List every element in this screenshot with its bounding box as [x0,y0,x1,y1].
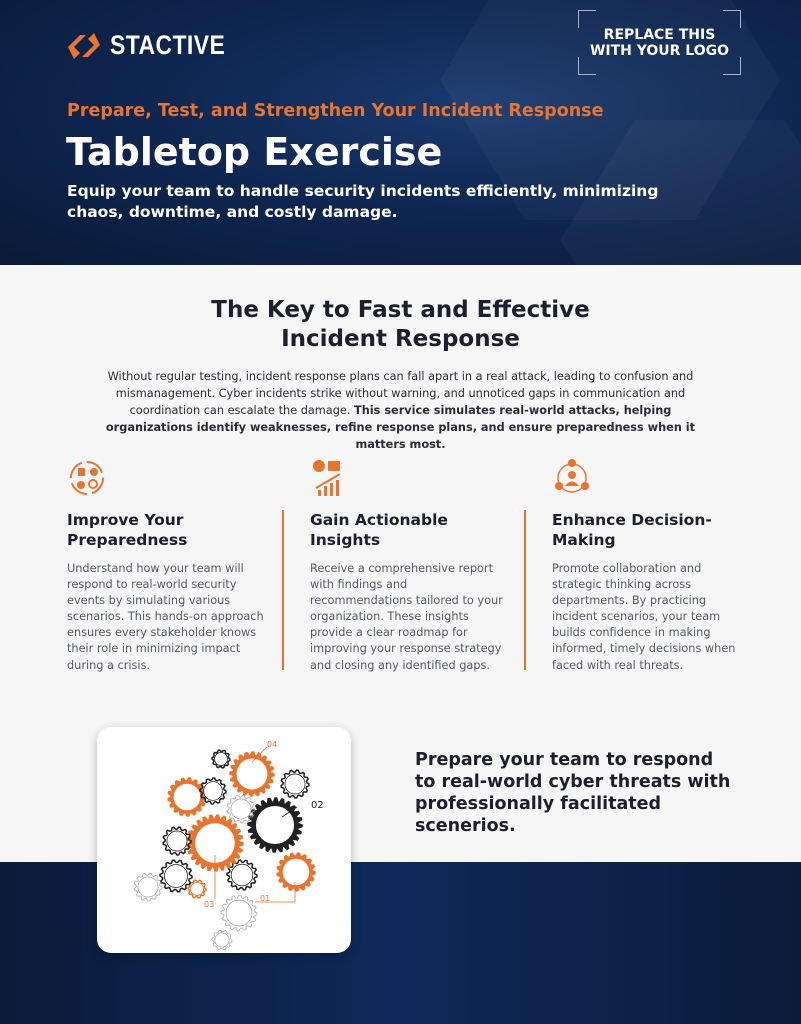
stactive-logo: STACTIVE [66,30,246,61]
gears-illustration [97,727,351,953]
divider [282,510,284,670]
section-intro: Without regular testing, incident response plans can fall apart in a real attack, leading to confusion and mismanagement. Cyber incidents strike without warning, and unnoticed gaps in communication and coordination can escalate the damage. This service simulates real-world attacks, helping organizations identify weaknesses, refine response plans, and ensure preparedness when it matters most. [105,370,696,451]
feature-insights [310,458,510,674]
logo-placeholder: REPLACE THIS WITH YOUR LOGO [578,10,741,75]
gear-hub [138,877,158,897]
eyebrow-text: Prepare, Test, and Strengthen Your Incident Response [67,101,604,121]
gear-label: 03 [204,900,215,909]
feature-title: Gain Actionable Insights [310,511,448,549]
gear-hub [236,758,268,790]
gear-label: 02 [311,800,324,811]
gear-hub [167,831,187,851]
gear-hub [191,883,204,896]
feature-text: Receive a comprehensive report with findings and recommendations tailored to your organization. These insights provide a clear roadmap for improving your response strategy and closing any identified gaps. [310,562,503,672]
gears-illustration-card [97,727,351,953]
divider [524,510,526,670]
gear-hub [215,933,229,947]
decision-cycle-icon [552,458,592,498]
gear-hub [204,782,223,801]
gear-hub [282,858,309,885]
hero-banner [0,0,801,265]
gear-hub [215,753,228,766]
feature-text: Understand how your team will respond to real-world security events by simulating various scenarios. This hands-on approach ensures every stakeholder knows their role in minimizing impact during a crisis. [67,562,264,672]
feature-decision-making [552,458,752,674]
section-heading: The Key to Fast and Effective Incident Response [211,297,590,352]
feature-title: Enhance Decision-Making [552,511,712,549]
page-subtitle: Equip your team to handle security incidents efficiently, minimizing chaos, downtime, and costly damage. [67,182,659,221]
gear-hub [226,900,252,926]
feature-title: Improve Your Preparedness [67,511,188,549]
gear-hub [256,806,295,845]
stactive-logo-icon [66,31,102,61]
gear-label: 04 [267,740,278,749]
cta-text: Prepare your team to respond to real-world cyber threats with professionally facilitated scenerios. [415,750,731,836]
cycle-checklist-icon [67,458,107,498]
gear-hub [231,864,253,886]
insights-chart-icon [310,458,350,498]
feature-text: Promote collaboration and strategic thinking across departments. By practicing incident scenarios, your team builds confidence in making informed, timely decisions when faced with real threats. [552,562,736,672]
gear-hub [231,799,251,819]
gear-label: 01 [260,894,271,903]
feature-preparedness [67,458,267,674]
page-title: Tabletop Exercise [66,130,443,174]
gear-hub [173,783,200,810]
gear-hub [285,774,305,794]
gear-hub [164,864,187,887]
